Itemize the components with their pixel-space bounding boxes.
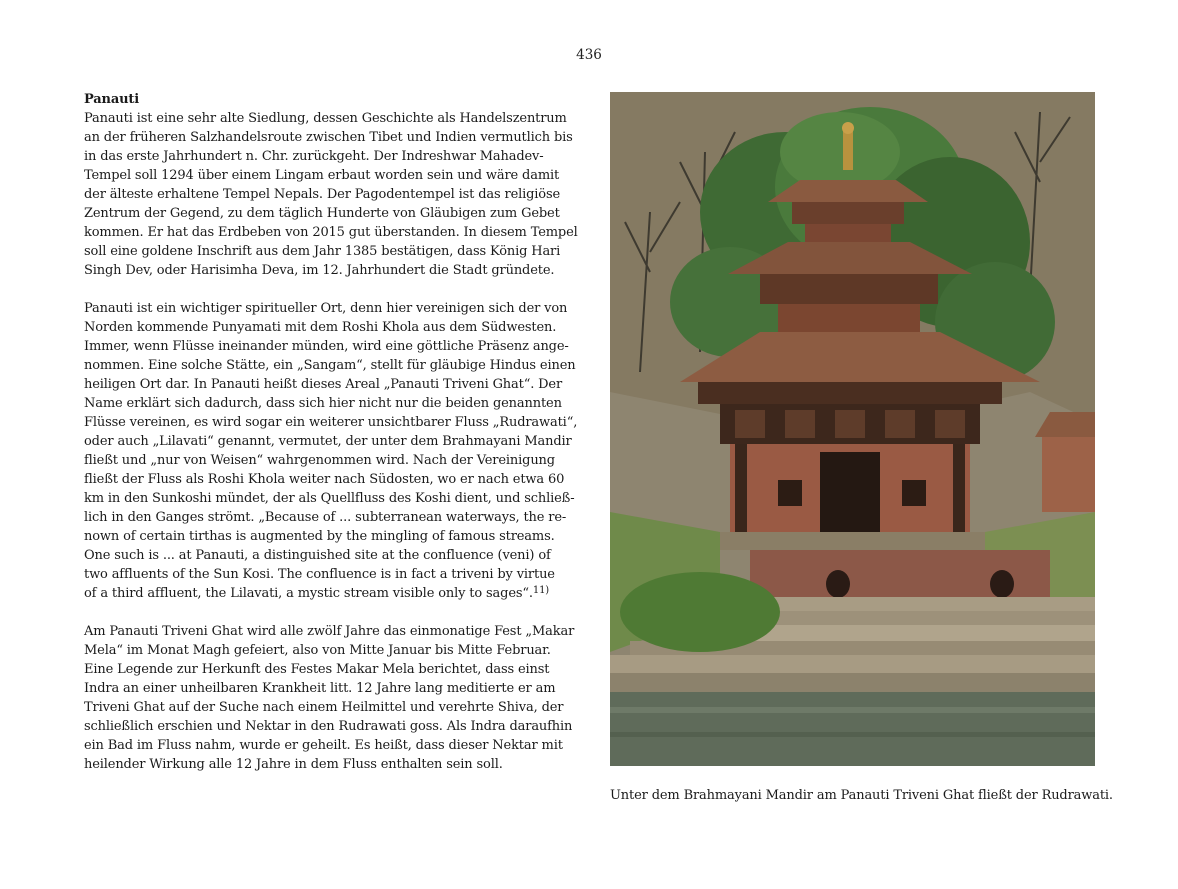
text-line: Indra an einer unheilbaren Krankheit litt. 12 Jahre lang meditierte er am xyxy=(84,681,556,696)
temple-photo xyxy=(610,92,1095,766)
text-line: Zentrum der Gegend, zu dem täglich Hunderte von Gläubigen zum Gebet xyxy=(84,206,560,221)
text-line: Am Panauti Triveni Ghat wird alle zwölf Jahre das einmonatige Fest „Makar xyxy=(84,624,575,639)
text-line: Name erklärt sich dadurch, dass sich hier nicht nur die beiden genannten xyxy=(84,396,562,411)
text-line: der älteste erhaltene Tempel Nepals. Der Pagodentempel ist das religiöse xyxy=(84,187,561,202)
text-line: soll eine goldene Inschrift aus dem Jahr 1385 bestätigen, dass König Hari xyxy=(84,244,561,259)
text-line: Tempel soll 1294 über einem Lingam erbaut worden sein und wäre damit xyxy=(84,168,560,183)
text-line: schließlich erschien und Nektar in den Rudrawati goss. Als Indra daraufhin xyxy=(84,719,573,734)
article-text-column xyxy=(84,90,578,774)
text-line: an der früheren Salzhandelsroute zwischen Tibet und Indien vermutlich bis xyxy=(84,130,573,145)
text-line: lich in den Ganges strömt. „Because of ... subterranean waterways, the re- xyxy=(84,510,567,525)
footnote-reference[interactable]: 11) xyxy=(532,585,550,596)
text-line: Flüsse vereinen, es wird sogar ein weiterer unsichtbarer Fluss „Rudrawati“, xyxy=(84,415,578,430)
text-line: Immer, wenn Flüsse ineinander münden, wird eine göttliche Präsenz ange- xyxy=(84,339,569,354)
text-line: in das erste Jahrhundert n. Chr. zurückgeht. Der Indreshwar Mahadev- xyxy=(84,149,544,164)
text-line: km in den Sunkoshi mündet, der als Quellfluss des Koshi dient, und schließ- xyxy=(84,491,575,506)
text-line: Norden kommende Punyamati mit dem Roshi Khola aus dem Südwesten. xyxy=(84,320,557,335)
page-number: 436 xyxy=(576,47,602,63)
text-line: of a third affluent, the Lilavati, a mystic stream visible only to sages“. xyxy=(84,586,533,601)
text-line: nommen. Eine solche Stätte, ein „Sangam“, stellt für gläubige Hindus einen xyxy=(84,358,576,373)
text-line: oder auch „Lilavati“ genannt, vermutet, der unter dem Brahmayani Mandir xyxy=(84,434,572,449)
text-line: Panauti ist eine sehr alte Siedlung, dessen Geschichte als Handelszentrum xyxy=(84,111,567,126)
text-line: two affluents of the Sun Kosi. The confluence is in fact a triveni by virtue xyxy=(84,567,555,582)
paragraph-3 xyxy=(84,622,575,774)
text-line: Singh Dev, oder Harisimha Deva, im 12. Jahrhundert die Stadt gründete. xyxy=(84,263,555,278)
text-line: Mela“ im Monat Magh gefeiert, also von Mitte Januar bis Mitte Februar. xyxy=(84,643,551,658)
section-heading: Panauti xyxy=(84,92,140,107)
paragraph-1 xyxy=(84,109,578,280)
text-line: fließt und „nur von Weisen“ wahrgenommen wird. Nach der Vereinigung xyxy=(84,453,555,468)
text-line: Eine Legende zur Herkunft des Festes Makar Mela berichtet, dass einst xyxy=(84,662,550,677)
text-line: heilender Wirkung alle 12 Jahre in dem Fluss enthalten sein soll. xyxy=(84,757,503,772)
text-line: Triveni Ghat auf der Suche nach einem Heilmittel und verehrte Shiva, der xyxy=(84,700,564,715)
text-line: kommen. Er hat das Erdbeben von 2015 gut überstanden. In diesem Tempel xyxy=(84,225,578,240)
text-line: fließt der Fluss als Roshi Khola weiter nach Südosten, wo er nach etwa 60 xyxy=(84,472,565,487)
figure-caption: Unter dem Brahmayani Mandir am Panauti Triveni Ghat fließt der Rudrawati. xyxy=(610,788,1113,803)
text-line: heiligen Ort dar. In Panauti heißt dieses Areal „Panauti Triveni Ghat“. Der xyxy=(84,377,563,392)
text-line: One such is ... at Panauti, a distinguished site at the confluence (veni) of xyxy=(84,548,551,563)
temple-photo-illustration xyxy=(610,92,1095,766)
text-line: Panauti ist ein wichtiger spiritueller Ort, denn hier vereinigen sich der von xyxy=(84,301,568,316)
text-line-with-footnote xyxy=(84,584,570,603)
paragraph-2 xyxy=(84,299,578,603)
text-line: nown of certain tirthas is augmented by the mingling of famous streams. xyxy=(84,529,555,544)
text-line: ein Bad im Fluss nahm, wurde er geheilt. Es heißt, dass dieser Nektar mit xyxy=(84,738,563,753)
